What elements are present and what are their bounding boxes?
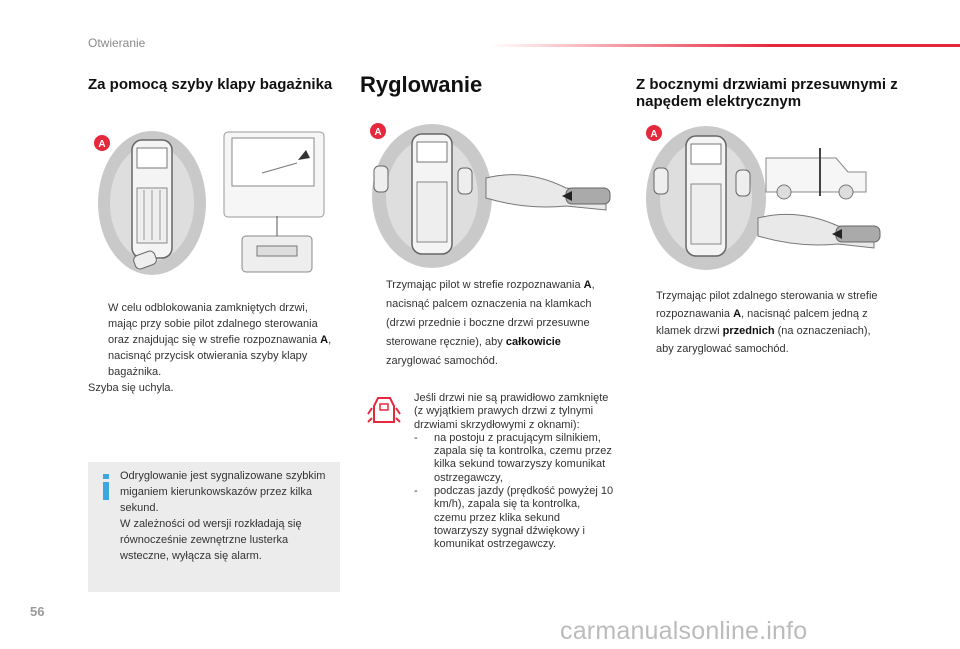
svg-text:A: A [98,139,106,150]
col1-paragraph: W celu odblokowania zamkniętych drzwi, mając przy sobie pilot zdalnego sterowania oraz znajdując się w strefie rozpoznawania A, nacisnąć przycisk otwierania szyby klapy bagażnika. Szyba się uchyla. [88,300,340,396]
section-label: Otwieranie [88,36,146,50]
info-box [88,462,340,592]
info-icon [100,474,112,500]
col2-title: Ryglowanie [360,72,483,97]
watermark: carmanualsonline.info [560,617,808,645]
remote-key-icon [654,168,668,194]
locking-illustration [366,118,616,268]
col3-paragraph: Trzymając pilot zdalnego sterowania w strefie rozpoznawania A, nacisnąć palcem jedną z klamek drzwi przednich (na oznaczeniach), aby zaryglować samochód. [656,290,878,355]
col2-paragraph: Trzymając pilot w strefie rozpoznawania A, nacisnąć palcem oznaczenia na klamkach (drzwi przednie i boczne drzwi przesuwne sterowane ręcznie), aby całkowicie zaryglować samochód. [386,279,595,367]
sliding-door-illustration [640,118,890,273]
door-handle [836,226,880,242]
col1-after-text: Szyba się uchyla. [88,382,174,394]
remote-key-icon [458,168,472,194]
svg-text:A: A [374,127,382,138]
svg-text:A: A [650,129,658,140]
header-accent-line [490,44,960,47]
remote-key-icon [736,170,750,196]
door-handle [566,188,610,204]
col1-title: Za pomocą szyby klapy bagażnika [88,76,333,93]
door-open-warning-icon [366,394,402,430]
col3-title: Z bocznymi drzwiami przesuwnymi z napędem elektrycznym [636,76,898,110]
info-text: Odryglowanie jest sygnalizowane szybkim miganiem kierunkowskazów przez kilka sekund. W zależności od wersji rozkładają się równocześnie zewnętrzne lusterka wsteczne, wyłącza się alarm. [120,470,326,562]
remote-key-icon [374,166,388,192]
warning-text: Jeśli drzwi nie są prawidłowo zamknięte (z wyjątkiem prawych drzwi z tylnymi drzwiami skrzydłowymi z oknami): - na postoju z pracującym silnikiem, zapala się ta kontrolka, czemu przez kilka sekund towarzyszy komunikat ostrzegawczy, - podczas jazdy (prędkość powyżej 10 km/h), zapala się ta kontrolka, czemu przez klika sekund towarzyszy sygnał dźwiękowy i komunikat ostrzegawczy. [414,392,614,551]
tailgate-window-illustration [92,118,342,288]
page-number: 56 [30,604,45,619]
